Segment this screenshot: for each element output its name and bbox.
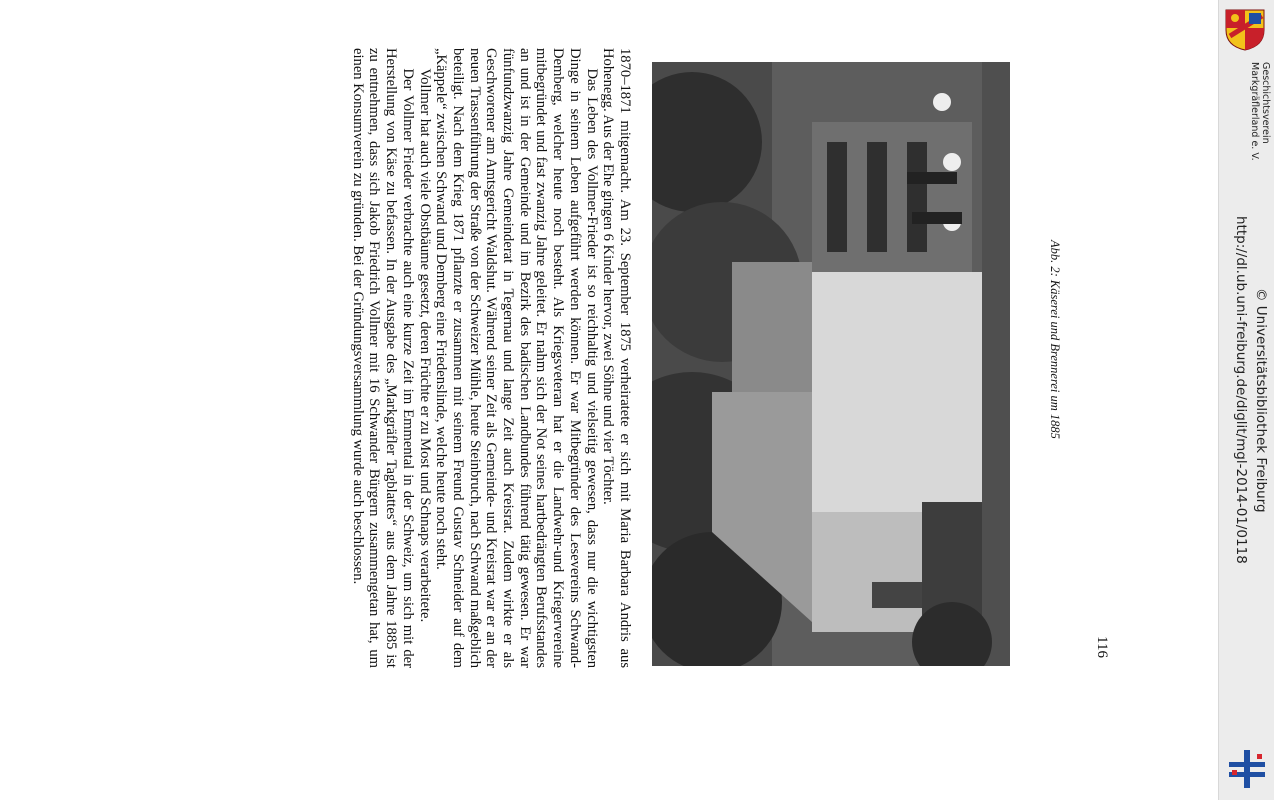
- paragraph-1: 1870–1871 mitgemacht. Am 23. September 1875 verheiratete er sich mit Maria Barbara Andris aus Hohenegg. Aus der Ehe gingen 6 Kinder hervor, zwei Söhne und vier Töchter.: [600, 48, 633, 668]
- association-line-1: Geschichtsverein: [1260, 62, 1271, 144]
- copyright-notice: © Universitätsbibliothek Freiburg: [1253, 288, 1269, 513]
- geschichtsverein-crest-icon: [1222, 6, 1268, 52]
- paragraph-4: Der Vollmer Frieder verbrachte auch eine kurze Zeit im Emmental in der Schweiz, um sich mit der Herstellung von Käse zu befassen. In der Ausgabe des „Markgräfler Tagblattes“ aus dem Jahre 1885 ist zu entnehmen, dass sich Jakob Friedrich Vollmer mit 16 Schwander Bürgern zusammengetan hat, um einen Konsumverein zu gründen. Bei der Gründungsversammlung wurde auch beschlossen.: [349, 48, 416, 668]
- historic-photo-cheese-dairy: [652, 62, 1010, 666]
- paragraph-3: Vollmer hat auch viele Obstbäume gesetzt, deren Früchte er zu Most und Schnaps verarbeitete.: [416, 68, 433, 623]
- figure-caption: Abb. 2: Käserei und Brennerei um 1885: [1048, 240, 1062, 439]
- body-text: [123, 48, 633, 668]
- page-number: 116: [1094, 636, 1110, 658]
- ub-freiburg-logo-icon[interactable]: [1226, 748, 1268, 790]
- association-name: [1249, 62, 1271, 182]
- photo-drawing: [652, 62, 1010, 666]
- source-url-link[interactable]: http://dl.ub.uni-freiburg.de/diglit/mgl-2014-01/0118: [1233, 216, 1249, 564]
- paragraph-2: Das Leben des Vollmer-Frieder ist so reichhaltig und vielseitig gewesen, dass nur die wichtigsten Dinge in seinem Leben aufgeführt werden können. Er war Mitbegründer des Lesevereins Schwand-Demberg, welcher heute noch besteht. Als Kriegsveteran hat er die Landwehr-und Kriegervereine mitbegründet und fast zwanzig Jahre geleitet. Er nahm sich der Not seines hartbedrängten Berufsstandes an und ist in der Gemeinde und im Bezirk des badischen Landbundes führend tätig gewesen. Er war fünfundzwanzig Jahre Gemeinderat in Tegernau und lange Zeit auch Kreisrat. Zudem wirkte er als Geschworener am Amtsgericht Waldshut. Während seiner Zeit als Gemeinde- und Kreisrat war er an der neuen Trassenführung der Straße von der Schweizer Mühle, heute Steinbruch, nach Schwand maßgeblich beteiligt. Nach dem Krieg 1871 pflanzte er zusammen mit seinem Freund Gustav Schneider auf dem „Käppele“ zwischen Schwand und Demberg eine Friedenslinde, welche heute noch steht.: [433, 48, 600, 668]
- association-line-2: Markgräflerland e. V.: [1249, 62, 1260, 161]
